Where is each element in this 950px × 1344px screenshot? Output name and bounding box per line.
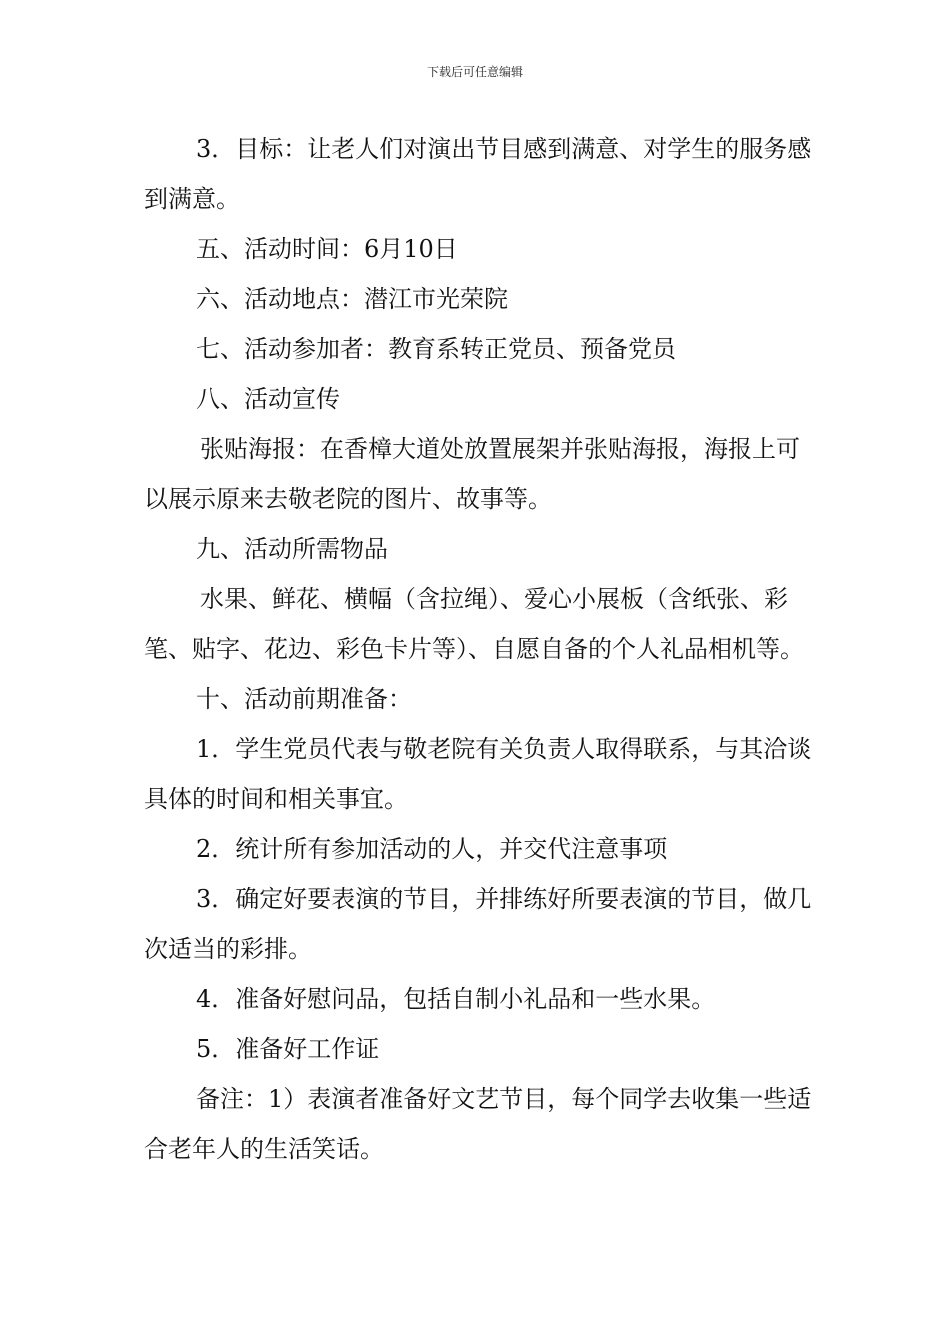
- paragraph-prep-3: 3．确定好要表演的节目，并排练好所要表演的节目，做几次适当的彩排。: [144, 885, 812, 963]
- paragraph-goal-3: 3．目标：让老人们对演出节目感到满意、对学生的服务感到满意。: [144, 135, 812, 213]
- paragraph-remarks: 备注：1）表演者准备好文艺节目，每个同学去收集一些适合老年人的生活笑话。: [144, 1085, 812, 1163]
- paragraph-prep-4: 4．准备好慰问品，包括自制小礼品和一些水果。: [196, 985, 716, 1013]
- paragraph-prep-2: 2．统计所有参加活动的人，并交代注意事项: [196, 835, 668, 863]
- document-body: [144, 124, 814, 1174]
- paragraph-supplies-list: 水果、鲜花、横幅（含拉绳）、爱心小展板（含纸张、彩笔、贴字、花边、彩色卡片等）、自愿自备的个人礼品相机等。: [144, 585, 804, 663]
- paragraph-preparation-heading: 十、活动前期准备：: [196, 685, 412, 713]
- paragraph-poster: 张贴海报：在香樟大道处放置展架并张贴海报，海报上可以展示原来去敬老院的图片、故事等。: [144, 435, 800, 513]
- paragraph-supplies-heading: 九、活动所需物品: [196, 535, 388, 563]
- paragraph-activity-time: 五、活动时间：6月10日: [196, 235, 458, 263]
- paragraph-prep-1: 1．学生党员代表与敬老院有关负责人取得联系，与其洽谈具体的时间和相关事宜。: [144, 735, 812, 813]
- paragraph-prep-5: 5．准备好工作证: [196, 1035, 380, 1063]
- paragraph-participants: 七、活动参加者：教育系转正党员、预备党员: [196, 335, 676, 363]
- paragraph-activity-location: 六、活动地点：潜江市光荣院: [196, 285, 508, 313]
- paragraph-publicity-heading: 八、活动宣传: [196, 385, 340, 413]
- page-header-note: 下载后可任意编辑: [426, 65, 523, 79]
